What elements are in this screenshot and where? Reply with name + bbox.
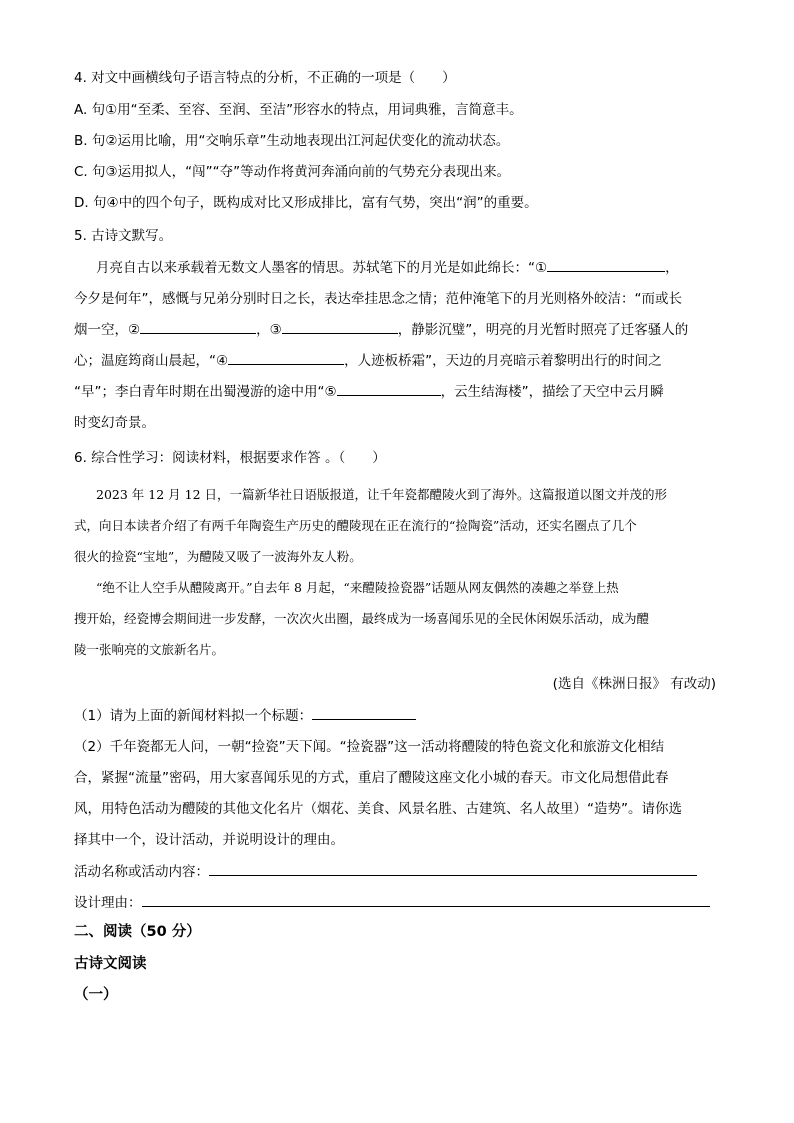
blank-5[interactable]	[337, 381, 441, 396]
activity-blank[interactable]	[209, 861, 697, 876]
material-line-4: “绝不让人空手从醴陵离开。”自去年 8 月起，“来醴陵捡瓷器”话题从网友偶然的凑趣之举登上热	[96, 580, 619, 595]
q4-option-c: C. 句③运用拟人，“闯”“夺”等动作将黄河奔涌向前的气势充分表现出来。	[74, 164, 511, 180]
blank-1[interactable]	[547, 257, 665, 272]
q6-part-2-line-4: 择其中一个，设计活动，并说明设计的理由。	[74, 832, 344, 848]
source-note: (选自《株洲日报》 有改动)	[552, 676, 716, 692]
title-blank[interactable]	[312, 705, 416, 720]
q5-line-1: 月亮自古以来承载着无数文人墨客的情思。苏轼笔下的月光是如此绵长：“① ，	[96, 256, 679, 276]
q4-stem: 4. 对文中画横线句子语言特点的分析，不正确的一项是（ ）	[74, 70, 456, 86]
section-heading: 二、阅读（50 分）	[74, 924, 201, 940]
q5-line-4: 心；温庭筠商山晨起，“④ ，人迹板桥霜”，天边的月亮暗示着黎明出行的时间之	[74, 349, 662, 369]
q4-option-d: D. 句④中的四个句子，既构成对比又形成排比，富有气势，突出“润”的重要。	[74, 195, 538, 211]
blank-2[interactable]	[140, 319, 256, 334]
material-line-6: 陵一张响亮的文旅新名片。	[74, 642, 225, 657]
q6-part-2-line-3: 风，用特色活动为醴陵的其他文化名片（烟花、美食、风景名胜、古建筑、名人故里）“造势”。请你选	[74, 801, 682, 817]
q6-part-2-line-2: 合，紧握“流量”密码，用大家喜闻乐见的方式，重启了醴陵这座文化小城的春天。市文化局想借此春	[74, 770, 669, 786]
blank-3[interactable]	[282, 319, 398, 334]
q5-line-6: 时变幻奇景。	[74, 415, 155, 431]
material-line-2: 式，向日本读者介绍了有两千年陶瓷生产历史的醴陵现在正在流行的“捡陶瓷”活动，还实名圈点了几个	[74, 518, 637, 533]
q6-stem: 6. 综合性学习：阅读材料，根据要求作答 。（ ）	[74, 450, 386, 466]
q6-part-1: （1）请为上面的新闻材料拟一个标题：	[74, 704, 416, 724]
q5-line-2: 今夕是何年”，感慨与兄弟分别时日之长，表达牵挂思念之情；范仲淹笔下的月光则格外皎洁：“而或长	[74, 291, 682, 307]
q6-part-2-line-1: （2）千年瓷都无人问，一朝“捡瓷”天下闻。“捡瓷器”这一活动将醴陵的特色瓷文化和旅游文化相结	[74, 739, 665, 755]
q4-option-b: B. 句②运用比喻，用“交响乐章”生动地表现出江河起伏变化的流动状态。	[74, 133, 510, 149]
q5-stem: 5. 古诗文默写。	[74, 228, 173, 244]
q5-line-5: “早”；李白青年时期在出蜀漫游的途中用“⑤ ，云生结海楼”，描绘了天空中云月瞬	[74, 380, 664, 400]
q4-option-a: A. 句①用“至柔、至容、至润、至洁”形容水的特点，用词典雅，言简意丰。	[74, 102, 523, 118]
material-line-5: 搜开始，经瓷博会期间进一步发酵，一次次火出圈，最终成为一场喜闻乐见的全民休闲娱乐活动，成为醴	[74, 611, 650, 626]
material-line-3: 很火的捡瓷“宝地”，为醴陵又吸了一波海外友人粉。	[74, 549, 362, 564]
blank-4[interactable]	[228, 350, 344, 365]
reason-blank[interactable]	[142, 892, 710, 907]
q5-line-3: 烟一空，② ，③ ，静影沉璧”，明亮的月光暂时照亮了迁客骚人的	[74, 318, 688, 338]
part-heading: （一）	[74, 987, 118, 1003]
material-line-1: 2023 年 12 月 12 日，一篇新华社日语版报道，让千年瓷都醴陵火到了海外。这篇报道以图文并茂的形	[96, 487, 667, 502]
reason-row: 设计理由：	[74, 891, 710, 911]
subsection-heading: 古诗文阅读	[74, 956, 147, 972]
activity-row: 活动名称或活动内容：	[74, 860, 697, 880]
